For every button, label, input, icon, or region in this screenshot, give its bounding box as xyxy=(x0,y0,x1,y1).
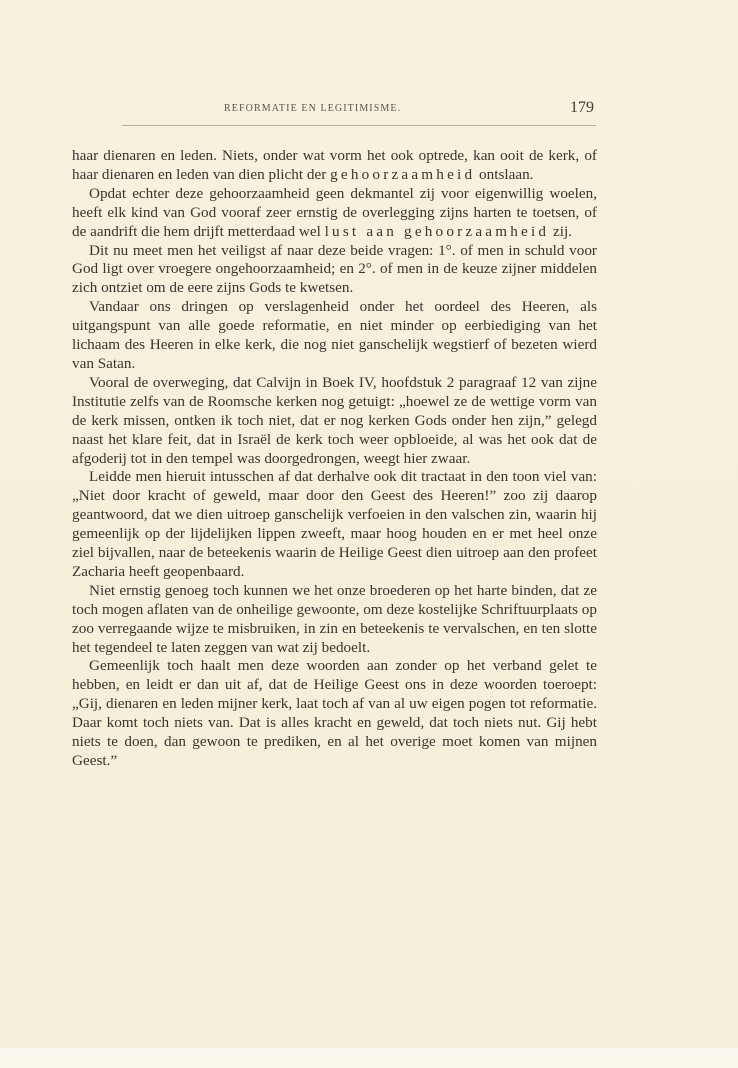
paragraph-2-before: Opdat echter deze gehoorzaamheid geen dekmantel zij voor eigenwillig woelen, heeft elk kind van God vooraf zeer ernstig de overlegging zijns harten te toetsen, of de aandrift die hem drijft metterdaad wel xyxy=(72,184,597,240)
paragraph-5: Vooral de overweging, dat Calvijn in Boek IV, hoofdstuk 2 paragraaf 12 van zijne Institutie zelfs van de Roomsche kerken nog getuigt: „hoewel ze de wettige vorm van de kerk missen, ontken ik toch niet, dat er nog kerken Gods onder hen zijn,” gelegd naast het klare feit, dat in Israël de kerk toch weer opbloeide, al was het ook dat de afgoderij tot in den tempel was doorgedrongen, weegt hier zwaar. xyxy=(72,373,597,467)
running-header xyxy=(122,99,594,121)
paragraph-1 xyxy=(72,147,597,185)
paragraph-1-after: ontslaan. xyxy=(475,165,534,183)
paragraph-4: Vandaar ons dringen op verslagenheid onder het oordeel des Heeren, als uitgangspunt van alle goede reformatie, en niet minder op eerbiediging van het lichaam des Heeren in elke kerk, die nog niet ganschelijk wegstierf of bezeten wierd van Satan. xyxy=(72,298,597,372)
running-title: REFORMATIE EN LEGITIMISME. xyxy=(224,103,402,114)
header-rule xyxy=(122,125,596,126)
paragraph-1-before: haar dienaren en leden. Niets, onder wat vorm het ook optrede, kan ooit de kerk, of haar dienaren en leden van dien plicht der xyxy=(72,147,597,183)
paragraph-1-spaced-word: gehoorzaamheid xyxy=(330,165,476,183)
paragraph-2 xyxy=(72,185,597,242)
page-bottom-edge xyxy=(0,1048,738,1068)
paragraph-3: Dit nu meet men het veiligst af naar deze beide vragen: 1°. of men in schuld voor God ligt over vroegere ongehoorzaamheid; en 2°. of men in de keuze zijner middelen zich ontziet om de eere zijns Gods te kwetsen. xyxy=(72,241,597,297)
page-number: 179 xyxy=(570,99,594,116)
paragraph-8: Gemeenlijk toch haalt men deze woorden aan zonder op het verband gelet te hebben, en leidt er dan uit af, dat de Heilige Geest ons in deze woorden toeroept: „Gij, dienaren en leden mijner kerk, laat toch af van al uw eigen pogen tot reformatie. Daar komt toch niets van. Dat is alles kracht en geweld, dat toch niets nut. Gij hebt niets te doen, dan gewoon te prediken, en al het overige moet komen van mijnen Geest.” xyxy=(72,657,597,769)
paragraph-2-after: zij. xyxy=(549,222,572,240)
paragraph-7: Niet ernstig genoeg toch kunnen we het onze broederen op het harte binden, dat ze toch mogen aflaten van de onheilige gewoonte, om deze kostelijke Schriftuurplaats op zoo verregaande wijze te misbruiken, in zin en beteekenis te vervalschen, en ten slotte het tegendeel te laten zeggen van wat zij bedoelt. xyxy=(72,581,597,656)
paragraph-2-spaced-phrase: lust aan gehoorzaamheid xyxy=(324,222,550,240)
page-body xyxy=(72,147,597,771)
paragraph-6: Leidde men hieruit intusschen af dat derhalve ook dit tractaat in den toon viel van: „Niet door kracht of geweld, maar door den Geest des Heeren!” zoo zij daarop geantwoord, dat we dien uitroep ganschelijk verfoeien in den valschen zin, waarin hij gemeenlijk op der lijdelijken lippen zweeft, maar hoog houden en er met heel onze ziel bijvallen, naar de beteekenis waarin de Heilige Geest dien uitroep aan den profeet Zacharia heeft geopenbaard. xyxy=(72,468,597,580)
